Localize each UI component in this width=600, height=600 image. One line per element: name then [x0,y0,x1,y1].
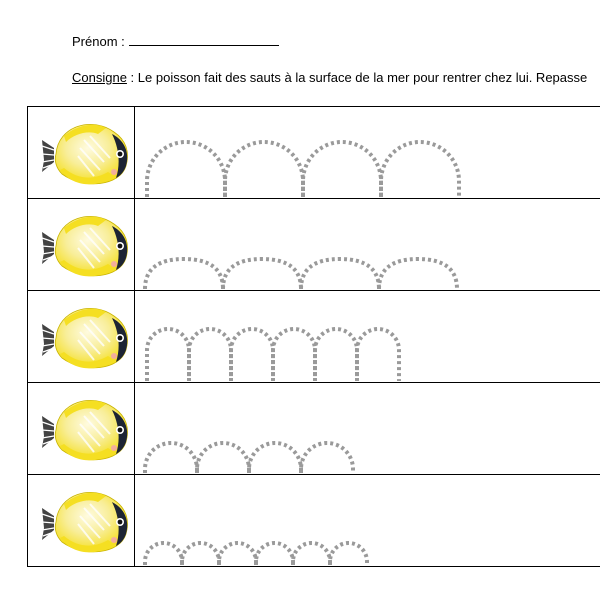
instruction-text: Le poisson fait des sauts à la surface de la mer pour rentrer chez lui. Repasse [134,70,588,85]
dotted-arches-tall [135,291,600,382]
dotted-trace-path [145,543,367,565]
trace-cell [135,475,600,567]
butterflyfish-icon [28,383,134,474]
fish-cell [28,475,135,567]
dotted-arches-small [135,383,600,474]
exercise-row [28,107,600,199]
dotted-arches-large [135,107,600,198]
trace-cell [135,383,600,475]
exercise-row [28,475,600,567]
name-line [72,33,279,49]
butterflyfish-icon [28,475,134,566]
dotted-trace-path [145,443,353,473]
dotted-arches-low [135,199,600,290]
trace-cell [135,291,600,383]
butterflyfish-icon [28,107,134,198]
name-label: Prénom : [72,34,125,49]
instruction-separator: : [126,70,135,85]
fish-cell [28,199,135,291]
butterflyfish-icon [28,199,134,290]
name-blank-field[interactable] [129,33,279,46]
dotted-trace-path [145,259,457,289]
instruction-label: Consigne [72,70,127,85]
dotted-arches-tiny [135,475,600,566]
trace-cell [135,199,600,291]
dotted-trace-path [147,329,399,381]
butterflyfish-icon [28,291,134,382]
dotted-trace-path [147,142,459,197]
instruction-line [72,70,587,85]
exercise-row [28,291,600,383]
fish-cell [28,291,135,383]
exercise-row [28,383,600,475]
exercise-table [27,106,600,567]
exercise-row [28,199,600,291]
trace-cell [135,107,600,199]
fish-cell [28,383,135,475]
fish-cell [28,107,135,199]
